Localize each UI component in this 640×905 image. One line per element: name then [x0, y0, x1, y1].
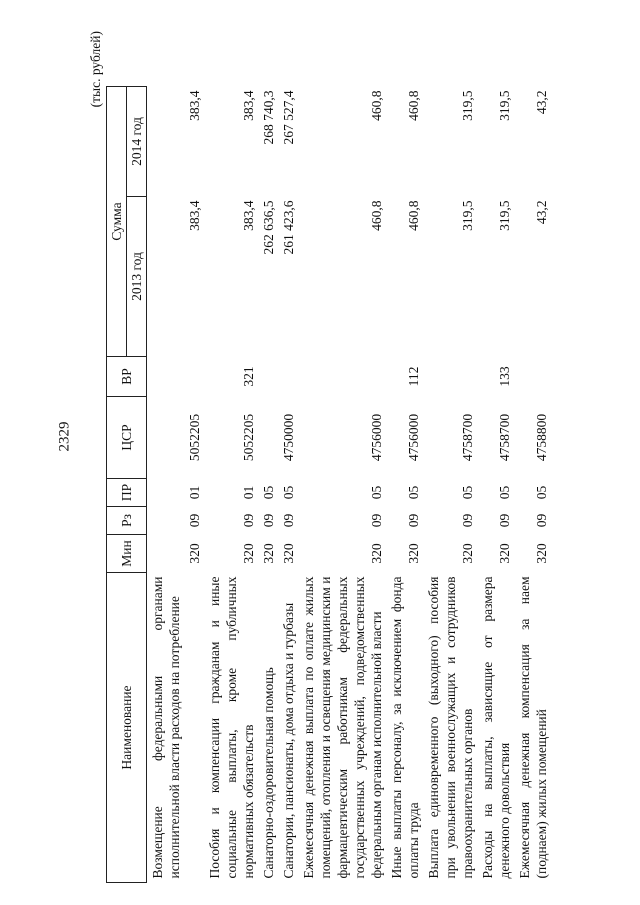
- cell-vr: [258, 357, 278, 397]
- cell-y2014: 267 527,4: [281, 90, 296, 145]
- cell-csr: 4758800: [534, 413, 549, 462]
- cell-y2014: 268 740,3: [261, 90, 276, 145]
- cell-csr: 4756000: [406, 413, 421, 462]
- cell-vr: [298, 357, 386, 397]
- cell-vr: 321: [241, 366, 256, 387]
- cell-pr: 05: [406, 485, 421, 500]
- cell-pr: 05: [497, 485, 512, 500]
- cell-pr: [147, 479, 185, 507]
- cell-csr: 4758700: [497, 413, 512, 462]
- cell-name: Ежемесячная денежная выплата по оплате жилых помещений, отопления и освещения медицинским и фармацевтическим работникам федеральных государственных учреждений, подведомственных федеральным органам исполнительной власти: [301, 576, 384, 879]
- cell-name: Пособия и компенсации гражданам и иные социальные выплаты, кроме публичных нормативных обязательств: [207, 576, 256, 879]
- cell-y2013: 319,5: [460, 200, 475, 231]
- table-row: [204, 87, 258, 883]
- cell-name: [184, 573, 204, 883]
- cell-name: Санаторно-оздоровительная помощь: [261, 667, 276, 879]
- cell-pr: 05: [534, 485, 549, 500]
- header-2013: 2013 год: [127, 197, 147, 357]
- cell-rz: 09: [261, 513, 276, 528]
- table-row: [258, 87, 278, 883]
- table-row: [423, 87, 477, 883]
- cell-rz: 09: [241, 513, 256, 528]
- cell-vr: [278, 357, 298, 397]
- cell-name: Ежемесячная денежная компенсация за наем (поднаем) жилых помещений: [517, 576, 549, 879]
- cell-y2014: 383,4: [187, 90, 202, 121]
- cell-rz: 09: [369, 513, 384, 528]
- cell-rz: 09: [406, 513, 421, 528]
- header-sum: Сумма: [107, 87, 127, 357]
- cell-csr: 4756000: [369, 413, 384, 462]
- cell-min: 320: [497, 543, 512, 564]
- cell-csr: 4750000: [281, 413, 296, 462]
- cell-rz: 09: [497, 513, 512, 528]
- cell-vr: [147, 357, 185, 397]
- table-body: [147, 87, 552, 883]
- cell-y2014: [147, 87, 185, 197]
- cell-name: Санатории, пансионаты, дома отдыха и турбазы: [281, 602, 296, 879]
- cell-rz: 09: [187, 513, 202, 528]
- cell-pr: 05: [460, 485, 475, 500]
- cell-vr: 133: [497, 366, 512, 387]
- cell-y2014: 460,8: [406, 90, 421, 121]
- cell-vr: [423, 357, 477, 397]
- cell-rz: [147, 507, 185, 535]
- cell-y2013: 383,4: [187, 200, 202, 231]
- table-row: [147, 87, 185, 883]
- cell-y2014: 43,2: [534, 90, 549, 115]
- cell-rz: 09: [281, 513, 296, 528]
- cell-min: 320: [261, 543, 276, 564]
- table-row: [184, 87, 204, 883]
- cell-y2013: 460,8: [406, 200, 421, 231]
- header-csr: ЦСР: [107, 397, 147, 479]
- cell-pr: 05: [369, 485, 384, 500]
- cell-pr: 01: [187, 485, 202, 500]
- cell-min: 320: [369, 543, 384, 564]
- cell-y2013: [147, 197, 185, 357]
- cell-vr: [184, 357, 204, 397]
- header-rz: Рз: [107, 507, 147, 535]
- cell-y2013: 261 423,6: [281, 200, 296, 255]
- page-number: 2329: [56, 421, 73, 452]
- table-row: [514, 87, 551, 883]
- cell-name: Расходы на выплаты, зависящие от размера денежного довольствия: [480, 576, 512, 879]
- table-header: [107, 87, 147, 883]
- cell-y2013: 460,8: [369, 200, 384, 231]
- rotated-table-container: [86, 23, 640, 883]
- header-pr: ПР: [107, 479, 147, 507]
- cell-pr: 05: [261, 485, 276, 500]
- cell-min: 320: [460, 543, 475, 564]
- cell-min: 320: [281, 543, 296, 564]
- cell-min: 320: [406, 543, 421, 564]
- table-row: [386, 87, 423, 883]
- cell-min: [147, 535, 185, 573]
- cell-y2013: 43,2: [534, 200, 549, 225]
- header-2014: 2014 год: [127, 87, 147, 197]
- table-row: [477, 87, 514, 883]
- cell-y2014: 319,5: [460, 90, 475, 121]
- cell-min: 320: [241, 543, 256, 564]
- cell-name: Возмещение федеральными органами исполнительной власти расходов на потребление: [150, 576, 182, 879]
- cell-vr: 112: [406, 366, 421, 387]
- cell-y2014: 319,5: [497, 90, 512, 121]
- cell-csr: 5052205: [241, 413, 256, 462]
- header-min: Мин: [107, 535, 147, 573]
- cell-name: Выплата единовременного (выходного) пособия при увольнении военнослужащих и сотрудников правоохранительных органов: [426, 576, 475, 879]
- cell-rz: 09: [534, 513, 549, 528]
- cell-pr: 05: [281, 485, 296, 500]
- cell-y2014: 383,4: [241, 90, 256, 121]
- cell-csr: [258, 397, 278, 479]
- cell-y2013: 262 636,5: [261, 200, 276, 255]
- cell-csr: 5052205: [187, 413, 202, 462]
- cell-min: 320: [534, 543, 549, 564]
- cell-name: Иные выплаты персоналу, за исключением фонда оплаты труда: [389, 576, 421, 879]
- header-vr: ВР: [107, 357, 147, 397]
- cell-y2013: 319,5: [497, 200, 512, 231]
- cell-rz: 09: [460, 513, 475, 528]
- cell-y2014: 460,8: [369, 90, 384, 121]
- table-row: [278, 87, 298, 883]
- cell-pr: 01: [241, 485, 256, 500]
- cell-y2013: 383,4: [241, 200, 256, 231]
- cell-vr: [514, 357, 551, 397]
- header-name: Наименование: [107, 573, 147, 883]
- units-label: (тыс. рублей): [88, 31, 103, 108]
- cell-csr: 4758700: [460, 413, 475, 462]
- table-row: [298, 87, 386, 883]
- budget-table: [106, 86, 551, 883]
- cell-min: 320: [187, 543, 202, 564]
- cell-csr: [147, 397, 185, 479]
